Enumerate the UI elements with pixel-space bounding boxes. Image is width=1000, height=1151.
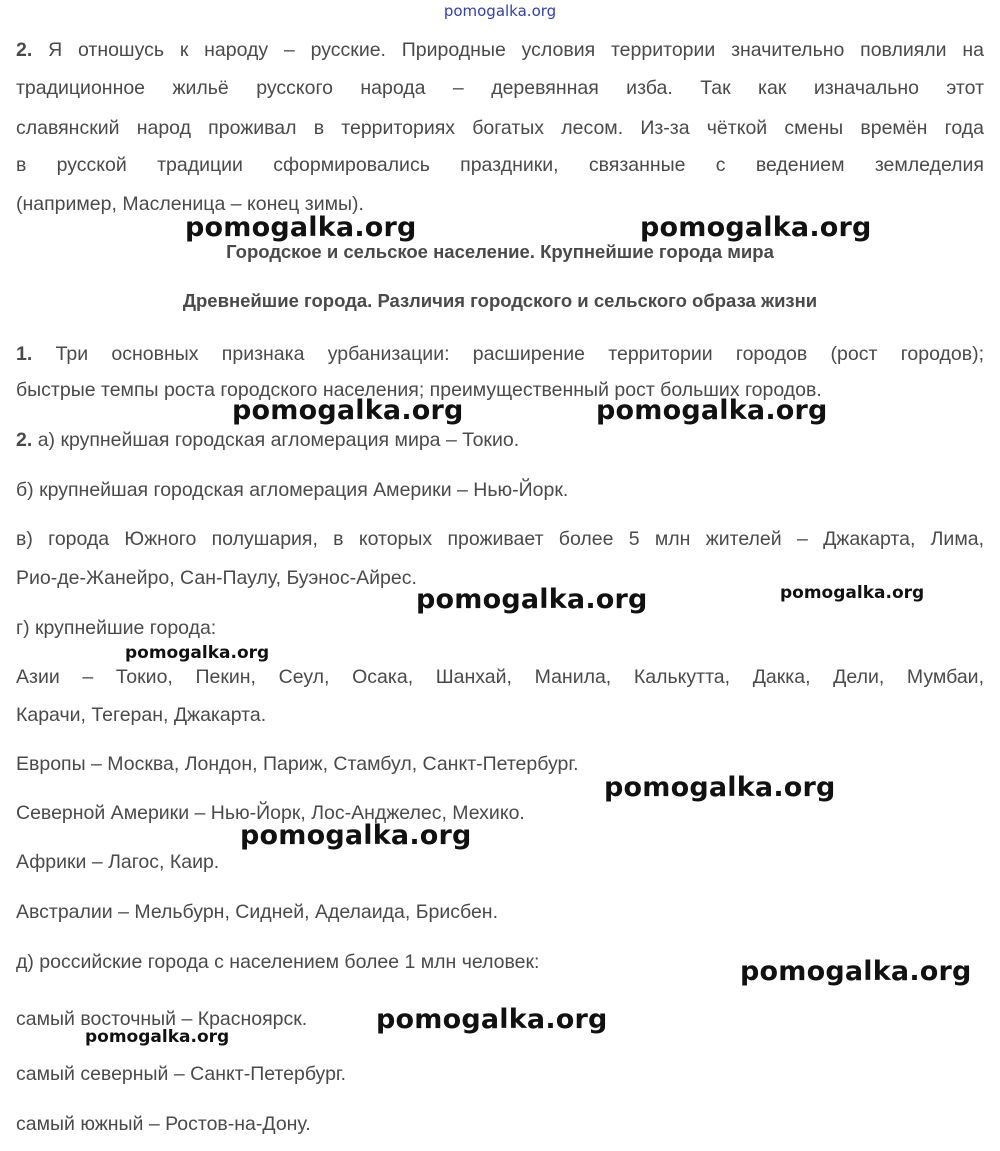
text: Я отношусь к народу – русские. Природные условия территории значительно повлияли на xyxy=(48,39,984,61)
paragraph-line: Северной Америки – Нью-Йорк, Лос-Анджелес, Мехико. xyxy=(16,802,525,824)
watermark: pomogalka.org xyxy=(604,772,836,803)
watermark: pomogalka.org xyxy=(125,643,270,663)
paragraph-line: Австралии – Мельбурн, Сидней, Аделаида, Брисбен. xyxy=(16,901,498,923)
watermark: pomogalka.org xyxy=(232,395,464,426)
watermark: pomogalka.org xyxy=(780,583,925,603)
text: Три основных признака урбанизации: расширение территории городов (рост городов); xyxy=(55,343,984,365)
paragraph-line: самый северный – Санкт-Петербург. xyxy=(16,1063,347,1085)
paragraph-line: традиционное жильё русского народа – деревянная изба. Так как изначально этот xyxy=(16,77,984,99)
paragraph-line: Азии – Токио, Пекин, Сеул, Осака, Шанхай, Манила, Калькутта, Дакка, Дели, Мумбаи, xyxy=(16,666,984,688)
paragraph-line: (например, Масленица – конец зимы). xyxy=(16,193,364,215)
paragraph-line xyxy=(16,426,984,454)
watermark: pomogalka.org xyxy=(185,212,417,243)
paragraph-line: Африки – Лагос, Каир. xyxy=(16,851,220,873)
paragraph-line: д) российские города с населением более 1 млн человек: xyxy=(16,951,540,973)
paragraph-line: Рио-де-Жанейро, Сан-Паулу, Буэнос-Айрес. xyxy=(16,567,417,589)
paragraph-line xyxy=(16,36,984,64)
paragraph-line: Карачи, Тегеран, Джакарта. xyxy=(16,704,267,726)
item-number: 2. xyxy=(16,429,33,451)
paragraph-line: самый южный – Ростов-на-Дону. xyxy=(16,1113,311,1135)
paragraph-line: славянский народ проживал в территориях богатых лесом. Из-за чёткой смены времён года xyxy=(16,117,984,139)
section-subheading: Древнейшие города. Различия городского и сельского образа жизни xyxy=(182,290,818,311)
watermark: pomogalka.org xyxy=(596,395,828,426)
paragraph-line: самый восточный – Красноярск. xyxy=(16,1008,308,1030)
watermark: pomogalka.org xyxy=(416,584,648,615)
paragraph-line: быстрые темпы роста городского населения; преимущественный рост больших городов. xyxy=(16,379,822,401)
watermark: pomogalka.org xyxy=(85,1027,230,1047)
paragraph-line xyxy=(16,340,984,368)
section-heading: Городское и сельское население. Крупнейшие города мира xyxy=(226,241,774,262)
item-number: 1. xyxy=(16,343,33,365)
paragraph-line: б) крупнейшая городская агломерация Америки – Нью-Йорк. xyxy=(16,479,569,501)
text: а) крупнейшая городская агломерация мира – Токио. xyxy=(37,429,520,451)
item-number: 2. xyxy=(16,39,33,61)
paragraph-line: г) крупнейшие города: xyxy=(16,617,217,639)
paragraph-line: Европы – Москва, Лондон, Париж, Стамбул, Санкт-Петербург. xyxy=(16,753,579,775)
paragraph-line: в русской традиции сформировались праздники, связанные с ведением земледелия xyxy=(16,154,984,176)
paragraph-line: в) города Южного полушария, в которых проживает более 5 млн жителей – Джакарта, Лима, xyxy=(16,528,984,550)
watermark: pomogalka.org xyxy=(240,820,472,851)
watermark: pomogalka.org xyxy=(376,1004,608,1035)
watermark: pomogalka.org xyxy=(740,956,972,987)
header-watermark: pomogalka.org xyxy=(443,2,557,20)
watermark: pomogalka.org xyxy=(640,212,872,243)
